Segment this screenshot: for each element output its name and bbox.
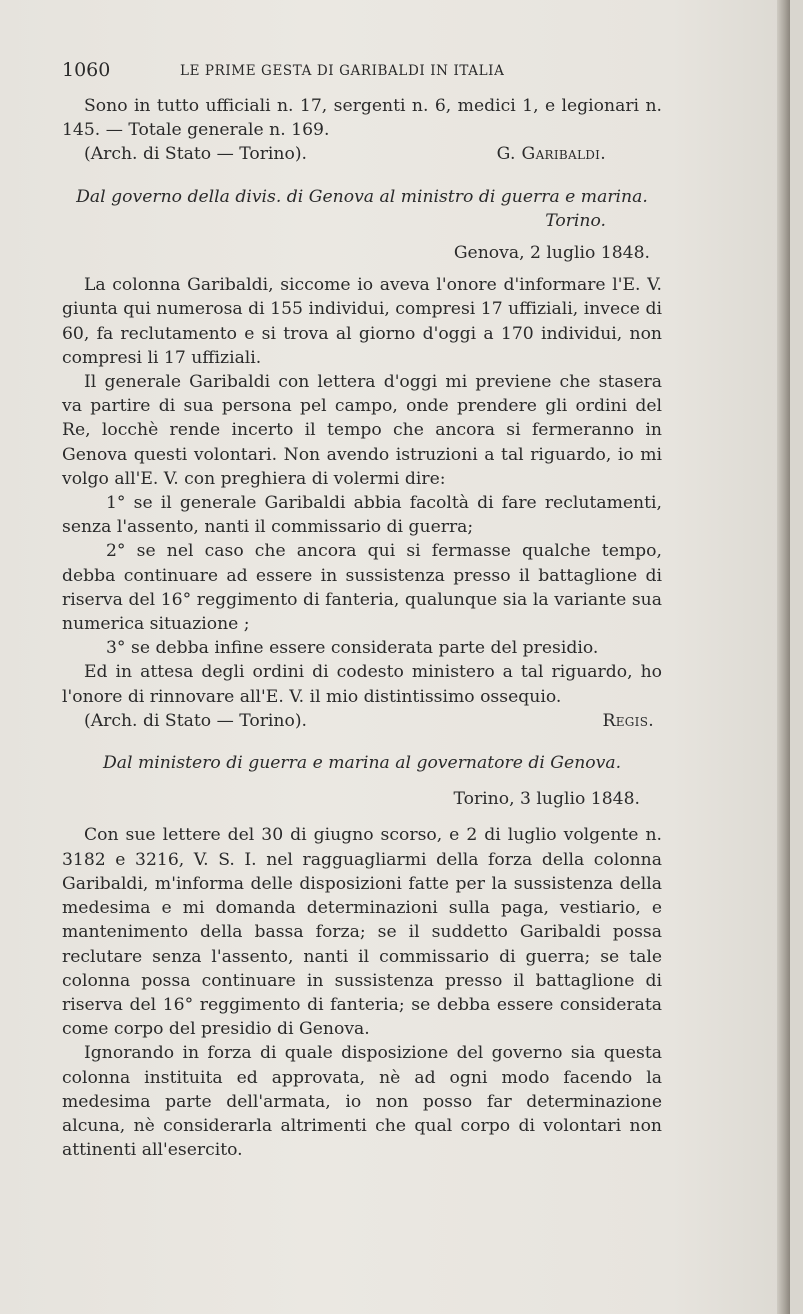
doc3-paragraph-1: Con sue lettere del 30 di giugno scorso, e 2 di luglio volgente n. 3182 e 3216, V. S. I. nel ragguagliarmi della forza della colonna Garibaldi, m'informa delle disposizioni fatte per la sussistenza della medesima e mi domanda determinazioni sulla paga, vestiario, e mantenimento della bassa forza; se il suddetto Garibaldi possa reclutare senza l'assento, nanti il commissario di guerra; se tale colonna possa continuare in sussistenza presso il battaglione di riserva del 16° reggimento di fanteria; se debba essere considerata come corpo del presidio di Genova. <box>62 825 662 1040</box>
doc2-archive-citation: (Arch. di Stato — Torino). <box>84 710 307 731</box>
doc1-archive-citation: (Arch. di Stato — Torino). <box>84 144 307 165</box>
doc2-paragraph-2: Il generale Garibaldi con lettera d'oggi mi previene che stasera va partire di sua persona pel campo, onde prendere gli ordini del Re, locchè rende incerto il tempo che ancora si fermeranno in Genova questi volontari. Non avendo istruzioni a tal riguardo, io mi volgo all'E. V. con preghiera di volermi dire: <box>62 372 662 489</box>
doc2-date: Genova, 2 luglio 1848. <box>453 243 650 264</box>
page-header <box>62 59 674 87</box>
doc3-heading: Dal ministero di guerra e marina al governatore di Genova. <box>102 753 622 774</box>
doc3-date: Torino, 3 luglio 1848. <box>453 789 640 810</box>
book-binding-edge <box>777 0 790 1314</box>
doc2-list-item-3: 3° se debba infine essere considerata parte del presidio. <box>106 638 599 659</box>
doc2-list-item-2: 2° se nel caso che ancora qui si fermasse qualche tempo, debba continuare ad essere in sussistenza presso il battaglione di riserva del 16° reggimento di fanteria, qualunque sia la variante sua numerica situazione ; <box>62 541 662 635</box>
doc2-cite-row <box>62 709 662 733</box>
doc2-heading: Dal governo della divis. di Genova al ministro di guerra e marina. <box>76 186 648 207</box>
doc1-signature: G. Garibaldi. <box>496 144 606 165</box>
doc2-paragraph-1: La colonna Garibaldi, siccome io aveva l'onore d'informare l'E. V. giunta qui numerosa di 155 individui, compresi 17 uffiziali, invece di 60, fa reclutamento e si trova al giorno d'oggi a 170 individui, non compresi li 17 uffiziali. <box>62 275 662 368</box>
doc2-paragraph-3: Ed in attesa degli ordini di codesto ministero a tal riguardo, ho l'onore di rinnovare all'E. V. il mio distintissimo ossequio. <box>62 662 662 707</box>
running-head: LE PRIME GESTA DI GARIBALDI IN ITALIA <box>180 63 505 79</box>
page-number: 1060 <box>62 59 111 81</box>
page-body <box>62 94 662 1162</box>
doc1-cite-row <box>62 142 662 166</box>
doc3-paragraph-2: Ignorando in forza di quale disposizione del governo sia questa colonna instituita ed approvata, nè ad ogni modo facendo la medesima parte dell'armata, io non posso far determinazione alcuna, nè considerarla altrimenti che qual corpo di volontari non attinenti all'esercito. <box>62 1043 662 1161</box>
doc1-text: Sono in tutto ufficiali n. 17, sergenti n. 6, medici 1, e legionari n. 145. — Totale generale n. 169. <box>62 96 662 141</box>
doc2-list-item-1: 1° se il generale Garibaldi abbia facoltà di fare reclutamenti, senza l'assento, nanti il commissario di guerra; <box>62 493 662 538</box>
doc2-destination: Torino. <box>545 210 606 231</box>
doc2-signature: Regis. <box>602 710 654 731</box>
